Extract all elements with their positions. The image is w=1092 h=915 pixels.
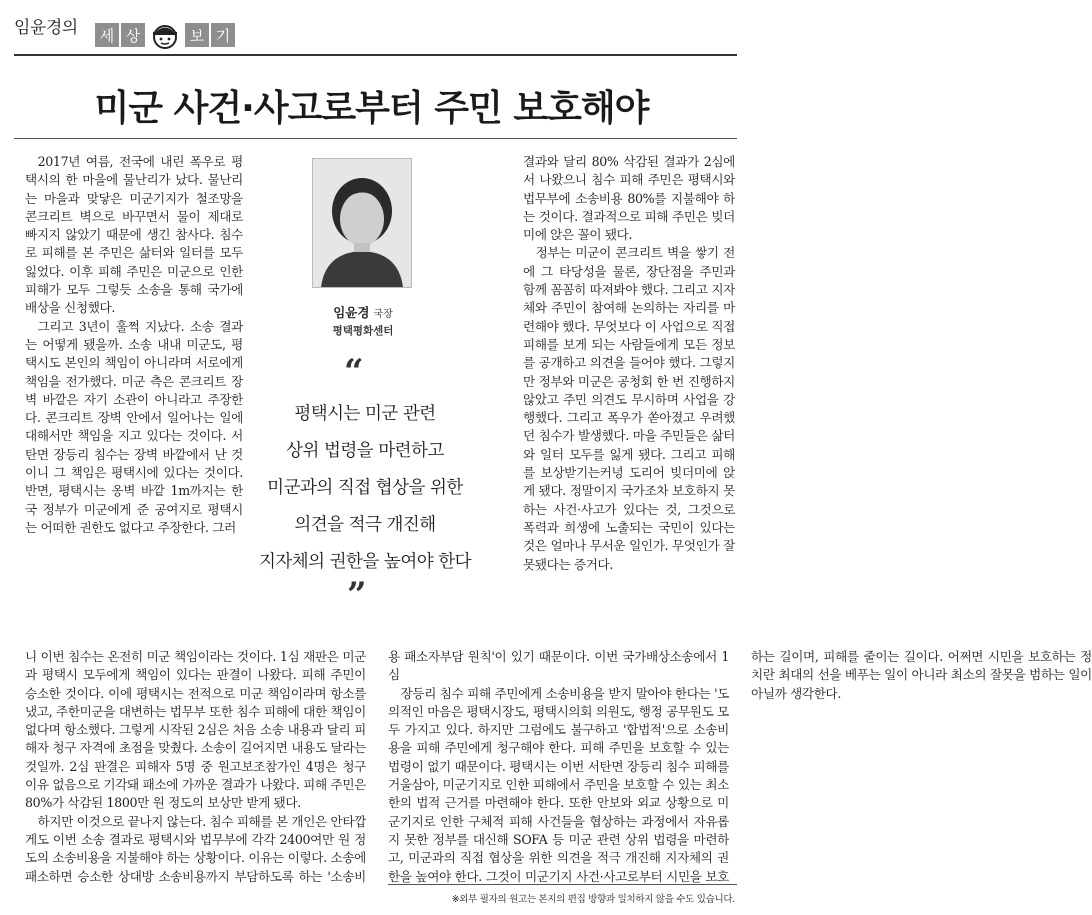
paragraph: 그리고 3년이 훌쩍 지났다. 소송 결과는 어떻게 됐을까. 소송 내내 미군도, 평택시도 본인의 책임이 아니라며 서로에게 책임을 전가했다. 미군 측은 콘크리트 장벽 바깥은 자기 소관이 아니라고 주장한다. 콘크리트 장벽 안에서 일어나는 일에 대해서만 책임을 지고 있다는 것이다. 서탄면 장등리 침수는 장벽 바깥에서 난 것이니 그 책임은 평택시에 있다는 것이다. 반면, 평택시는 옹벽 바깥 1m까지는 한국 정부가 미군에게 준 공여지로 평택시는 어떠한 권한도 없다고 주장한다. 그러	[25, 318, 243, 535]
byline-title: 국장	[373, 309, 393, 320]
pull-quote-line: 상위 법령을 마련하고	[286, 441, 444, 461]
pull-quote-line: 의견을 적극 개진해	[294, 515, 436, 535]
series-char-1: 세	[95, 23, 119, 47]
byline-organization: 평택평화센터	[332, 325, 394, 337]
headline: 미군 사건·사고로부터 주민 보호해야	[94, 88, 649, 129]
author-photo	[312, 158, 412, 288]
paragraph: 정부는 미군이 콘크리트 벽을 쌓기 전에 그 타당성을 물론, 장단점을 주민과 함께 꼼꼼히 따져봐야 했다. 그리고 지자체와 주민이 참여해 논의하는 자리를 마련해야 했다. 무엇보다 이 사업으로 직접 피해를 보게 되는 사람들에게 모든 정보를 공개하고 의견을 들어야 했다. 그렇지만 정부와 미군은 공청회 한 번 진행하지 않았고 주민 의견도 무시하며 사업을 강행했다. 그리고 폭우가 쏟아졌고 우려했던 침수가 발생했다. 마을 주민들은 삶터와 일터 모두를 잃게 됐다. 그리고 피해를 보상받기는커녕 도리어 빚더미에 앉게 됐다. 정말이지 국가조차 보호하지 못하는 사건·사고가 있다는 것, 그것으로 폭력과 희생에 노출되는 국민이 있다는 것은 얼마나 무서운 일인가. 무엇인가 잘못됐다는 증거다.	[523, 245, 735, 572]
series-char-4: 기	[211, 23, 235, 47]
byline	[258, 303, 468, 321]
footnote-rule	[388, 884, 737, 885]
series-char-3: 보	[185, 23, 209, 47]
byline-name: 임윤경	[333, 305, 370, 320]
close-quote-mark: ”	[347, 575, 367, 615]
paragraph: 니 이번 침수는 온전히 미군 책임이라는 것이다. 1심 재판은 미군과 평택시 모두에게 책임이 있다는 판결이 나왔다. 피해 주민이 승소한 것이다. 이에 평택시는 전적으로 미군 책임이라며 항소를 냈고, 주한미군을 대변하는 법무부 또한 침수 피해에 대한 책임이 없다며 항소했다. 그렇게 시작된 2심은 처음 소송 내용과 달리 피해자 청구 자격에 초점을 맞췄다. 소송이 길어지면 내용도 달라는 것일까. 2심 판결은 피해자 5명 중 원고보조참가인 4명은 청구 이유 없음으로 기각돼 패소에 가까운 결과가 나왔다. 피해 주민은 80%가 삭감된 1800만 원 정도의 보상만 받게 됐다.	[25, 649, 366, 811]
hat-face-logo-icon	[150, 20, 180, 50]
series-char-2: 상	[121, 23, 145, 47]
body-column-left	[25, 153, 243, 537]
footnote: ※외부 필자의 원고는 본지의 편집 방향과 일치하지 않을 수도 있습니다.	[451, 894, 735, 905]
paragraph: 장등리 침수 피해 주민에게 소송비용을 받지 말아야 한다는 '도의적인 마음은 평택시장도, 평택시의회 의원도, 행정 공무원도 모두 가지고 있다. 하지만 그럼에도 불구하고 '합법적'으로 소송비용을 피해 주민에게 청구해야 한다. 피해 주민을 보호할 수 있는 법령이 없기 때문이다. 평택시는 이번 서탄면 장등리 침수 피해를 거울삼아, 미군기지로 인한 피해에서 주민을 보호할 수 있는 최소한의 법적 근거를 마련해야 한다. 또한 안보와 외교 상황으로 미군기지로 인한 구체적 피해 사건들을 협상하는 과정에서 자유롭지 못한 정부를 대신해 SOFA 등 미군 관련 상위 법령을 마련하고, 미군과의 직접 협상을 위한 의견을 적극 개진해 지자체의 권한을 높여야 한다. 그것이 미군기지 사건·사고로부터 시민을 보호하는 길이며, 피해를 줄이는 길이다. 어쩌면 시민을 보호하는 정치란 최대의 선을 베푸는 일이 아니라 최소의 잘못을 범하는 일이 아닐까 생각한다.	[388, 649, 1092, 884]
pull-quote-line: 지자체의 권한을 높여야 한다	[258, 552, 472, 572]
column-author: 임윤경의	[14, 18, 78, 38]
paragraph: 2017년 여름, 전국에 내린 폭우로 평택시의 한 마을에 물난리가 났다. 물난리는 마을과 맞닿은 미군기지가 철조망을 콘크리트 벽으로 바꾸면서 물이 제대로 빠지지 않았기 때문에 생긴 참사다. 침수로 피해를 본 주민은 삶터와 일터를 모두 잃었다. 이후 피해 주민은 미군으로 인한 피해가 모두 그렇듯 소송을 통해 국가에 배상을 신청했다.	[25, 154, 243, 316]
header-rule	[14, 54, 737, 56]
pull-quote	[245, 396, 485, 581]
paragraph: 결과와 달리 80% 삭감된 결과가 2심에서 나왔으니 침수 피해 주민은 평택시와 법무부에 소송비용 80%를 지불해야 하는 것이다. 결과적으로 피해 주민은 빚더미에 앉은 꼴이 됐다.	[523, 154, 735, 243]
body-bottom-section	[25, 648, 1092, 888]
series-title	[95, 20, 237, 50]
headline-rule	[14, 138, 737, 139]
paragraph: 하지만 이것으로 끝나지 않는다. 침수 피해를 본 개인은 안타깝게도 이번 소송 결과로 평택시와 법무부에 각각 2400여만 원 정도의 소송비용을 지불해야 하는 상황이다. 이유는 이렇다. 소송에 패소하면 승소한 상대방 소송비용까지 부담하도록 하는 '소송비용 패소자부담 원칙'이 있기 때문이다. 이번 국가배상소송에서 1심	[25, 649, 729, 884]
portrait-icon	[313, 159, 411, 287]
body-column-right	[523, 153, 735, 574]
pull-quote-line: 평택시는 미군 관련	[294, 404, 436, 424]
pull-quote-line: 미군과의 직접 협상을 위한	[267, 478, 463, 498]
open-quote-mark: “	[344, 352, 364, 392]
